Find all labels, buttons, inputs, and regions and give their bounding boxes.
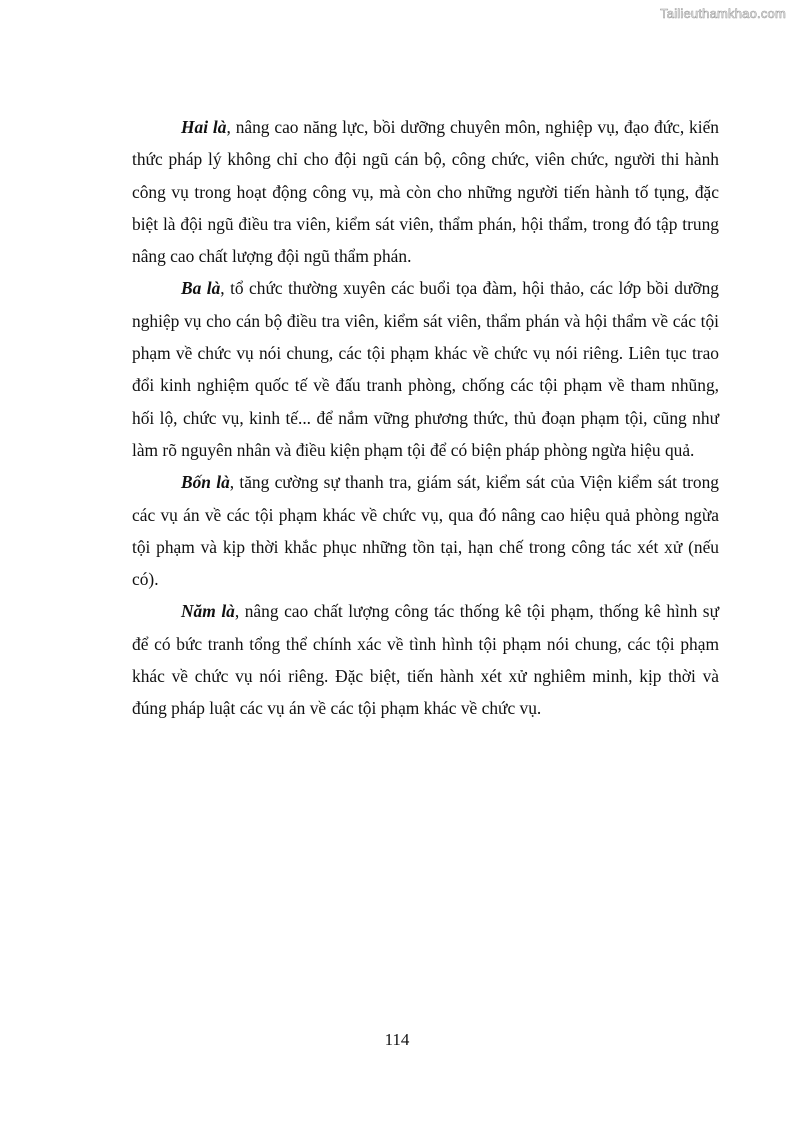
paragraph-text: , tăng cường sự thanh tra, giám sát, kiểm sát của Viện kiểm sát trong các vụ án về các tội phạm khác về chức vụ, qua đó nâng cao hiệu quả phòng ngừa tội phạm và kịp thời khắc phục những tồn tại, hạn chế trong công tác xét xử (nếu có). <box>132 472 719 590</box>
page-number: 114 <box>384 1030 410 1049</box>
paragraph-lead: Bốn là <box>181 472 230 493</box>
paragraph-lead: Ba là <box>181 278 221 299</box>
paragraph-bon-la <box>132 466 719 595</box>
paragraph-nam-la <box>132 595 719 724</box>
document-body <box>132 111 719 725</box>
paragraph-lead: Hai là <box>181 117 227 137</box>
watermark: Tailieuthamkhao.com <box>660 6 786 21</box>
paragraph-text: , nâng cao năng lực, bồi dưỡng chuyên môn, nghiệp vụ, đạo đức, kiến thức pháp lý không chỉ cho đội ngũ cán bộ, công chức, viên chức, người thi hành công vụ trong hoạt động công vụ, mà còn cho những người tiến hành tố tụng, đặc biệt là đội ngũ điều tra viên, kiểm sát viên, thẩm phán, hội thẩm, trong đó tập trung nâng cao chất lượng đội ngũ thẩm phán. <box>132 117 720 267</box>
paragraph-lead: Năm là <box>181 601 235 622</box>
paragraph-text: , tổ chức thường xuyên các buổi tọa đàm, hội thảo, các lớp bồi dưỡng nghiệp vụ cho cán bộ điều tra viên, kiểm sát viên, thẩm phán và hội thẩm về các tội phạm về chức vụ nói chung, các tội phạm khác về chức vụ nói riêng. Liên tục trao đổi kinh nghiệm quốc tế về đấu tranh phòng, chống các tội phạm về tham nhũng, hối lộ, chức vụ, kinh tế... để nắm vững phương thức, thủ đoạn phạm tội, cũng như làm rõ nguyên nhân và điều kiện phạm tội để có biện pháp phòng ngừa hiệu quả. <box>132 278 719 460</box>
paragraph-hai-la <box>132 111 719 272</box>
paragraph-text: , nâng cao chất lượng công tác thống kê tội phạm, thống kê hình sự để có bức tranh tổng thể chính xác về tình hình tội phạm nói chung, các tội phạm khác về chức vụ nói riêng. Đặc biệt, tiến hành xét xử nghiêm minh, kịp thời và đúng pháp luật các vụ án về các tội phạm khác về chức vụ. <box>132 601 719 719</box>
paragraph-ba-la <box>132 272 719 466</box>
